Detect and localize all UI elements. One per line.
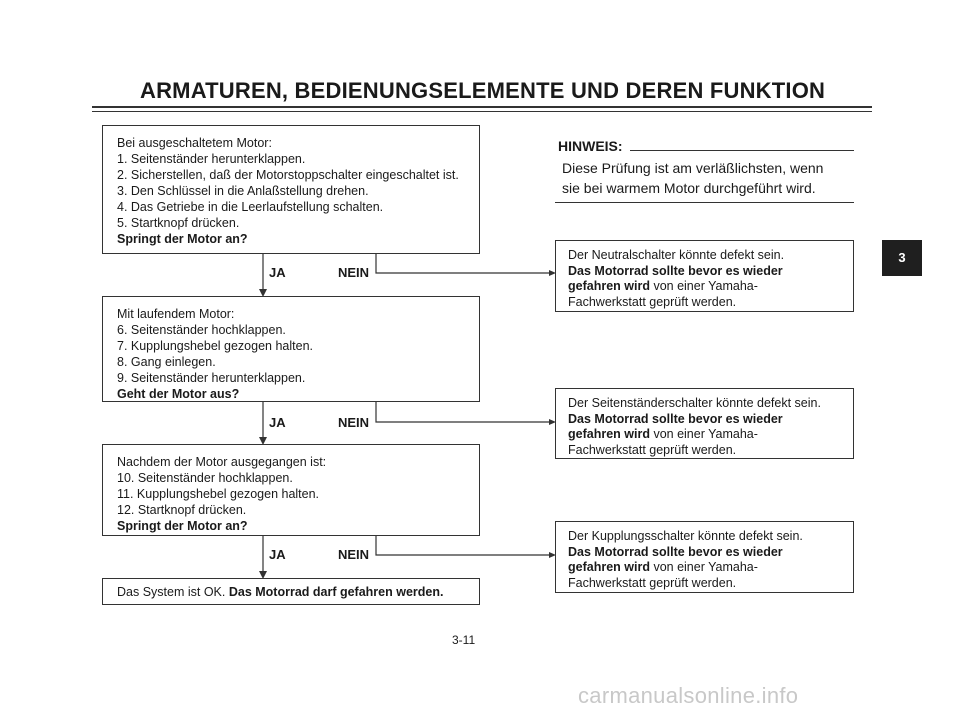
step-line: 4. Das Getriebe in die Leerlaufstellung schalten. (117, 200, 384, 214)
system-ok-bold: Das Motorrad darf gefahren werden. (228, 585, 444, 599)
step-question: Springt der Motor an? (117, 232, 248, 246)
step-box-3 (102, 444, 480, 536)
result-line-bold: Das Motorrad sollte bevor es wieder (568, 263, 783, 278)
step-question: Geht der Motor aus? (117, 387, 240, 401)
result-text: von einer Yamaha- (649, 279, 758, 293)
watermark: carmanualsonline.info (578, 683, 799, 708)
system-ok-text: Das System ist OK. (117, 585, 229, 599)
step-line: 5. Startknopf drücken. (117, 216, 240, 230)
no-label: NEIN (338, 415, 370, 430)
result-line: Der Kupplungsschalter könnte defekt sein. (568, 529, 803, 543)
step-line: Nachdem der Motor ausgegangen ist: (117, 455, 327, 469)
note-rule-bottom (555, 202, 854, 203)
page-number: 3-11 (452, 633, 476, 647)
note-line: Diese Prüfung ist am verläßlichsten, wenn (562, 160, 824, 176)
step-line: 3. Den Schlüssel in die Anlaßstellung drehen. (117, 184, 369, 198)
result-bold: gefahren wird (568, 427, 650, 441)
step-line: 10. Seitenständer hochklappen. (117, 471, 293, 485)
result-line-bold: Das Motorrad sollte bevor es wieder (568, 544, 783, 559)
page-title: ARMATUREN, BEDIENUNGSELEMENTE UND DEREN FUNKTION (140, 78, 826, 103)
result-line-bold: Das Motorrad sollte bevor es wieder (568, 411, 783, 426)
no-connector-3 (376, 536, 552, 555)
result-text: von einer Yamaha- (649, 427, 758, 441)
step-line: Mit laufendem Motor: (117, 307, 235, 321)
step-box-1 (102, 125, 480, 254)
result-line: Fachwerkstatt geprüft werden. (568, 294, 737, 309)
result-box-clutch-switch (555, 521, 854, 593)
system-ok-box (102, 578, 480, 605)
no-label: NEIN (338, 265, 370, 280)
step-line: 12. Startknopf drücken. (117, 503, 247, 517)
step-line: 2. Sicherstellen, daß der Motorstoppschalter eingeschaltet ist. (117, 168, 459, 182)
step-line: Bei ausgeschaltetem Motor: (117, 136, 272, 150)
result-line: Der Seitenständerschalter könnte defekt sein. (568, 396, 821, 410)
step-box-2 (102, 296, 480, 402)
result-line: Fachwerkstatt geprüft werden. (568, 575, 737, 590)
result-line: Fachwerkstatt geprüft werden. (568, 442, 737, 457)
yes-label: JA (269, 265, 286, 280)
step-line: 9. Seitenständer herunterklappen. (117, 371, 306, 385)
yes-label: JA (269, 547, 286, 562)
step-line: 1. Seitenständer herunterklappen. (117, 152, 306, 166)
step-line: 11. Kupplungshebel gezogen halten. (117, 487, 320, 501)
result-bold: gefahren wird (568, 560, 650, 574)
result-box-sidestand-switch (555, 388, 854, 459)
step-question: Springt der Motor an? (117, 519, 248, 533)
result-bold: gefahren wird (568, 279, 650, 293)
note-text (562, 158, 823, 198)
yes-label: JA (269, 415, 286, 430)
result-line: Der Neutralschalter könnte defekt sein. (568, 248, 785, 262)
result-box-neutral-switch (555, 240, 854, 312)
no-label: NEIN (338, 547, 370, 562)
step-line: 6. Seitenständer hochklappen. (117, 323, 286, 337)
no-connector-1 (376, 254, 552, 273)
result-text: von einer Yamaha- (649, 560, 758, 574)
note-label: HINWEIS: (558, 138, 623, 154)
chapter-tab: 3 (882, 240, 922, 276)
step-line: 8. Gang einlegen. (117, 355, 216, 369)
note-rule-top (630, 150, 854, 151)
note-line: sie bei warmem Motor durchgeführt wird. (562, 180, 816, 196)
no-connector-2 (376, 402, 552, 422)
step-line: 7. Kupplungshebel gezogen halten. (117, 339, 313, 353)
